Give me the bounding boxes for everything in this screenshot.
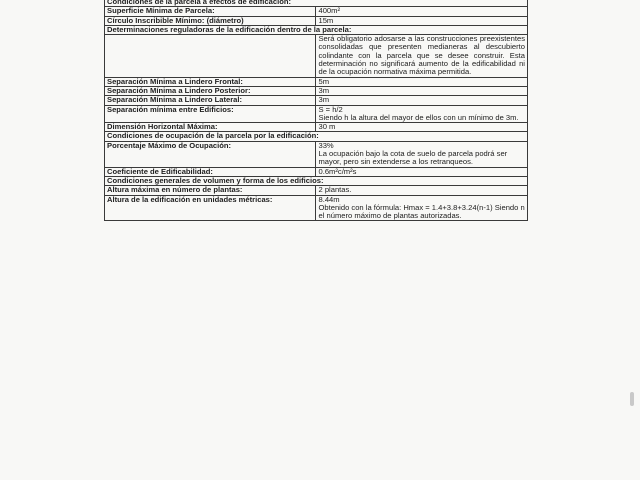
row-value: 3m: [316, 96, 528, 105]
row-value: 0.6m²c/m²s: [316, 167, 528, 176]
row-value: 400m²: [316, 7, 528, 16]
row-label: Altura máxima en número de plantas:: [105, 186, 316, 195]
row-value: 5m: [316, 77, 528, 86]
row-value: 2 plantas.: [316, 186, 528, 195]
table-row: [105, 167, 528, 176]
table-row: [105, 77, 528, 86]
table-row: [105, 123, 528, 132]
table-row: [105, 186, 528, 195]
section-header-volume-form-conditions: Condiciones generales de volumen y forma de los edificios:: [105, 176, 528, 185]
table-row: [105, 132, 528, 141]
scan-smudge: [630, 392, 634, 406]
table-row: [105, 35, 528, 77]
row-value: 30 m: [316, 123, 528, 132]
row-value: S = h/2 Siendo h la altura del mayor de ellos con un mínimo de 3m.: [316, 105, 528, 123]
urban-planning-conditions-table: [104, 0, 528, 221]
row-label: Círculo Inscribible Mínimo: (diámetro): [105, 16, 316, 25]
row-label: Coeficiente de Edificabilidad:: [105, 167, 316, 176]
row-value: 15m: [316, 16, 528, 25]
table-row: [105, 96, 528, 105]
row-value: Será obligatorio adosarse a las construcciones preexistentes consolidadas que presenten medianeras al descubierto colindante con la parcela que se desee construir. Esta determinación no significará aumento de la edificabilidad ni de la ocupación normativa máxima permitida.: [316, 35, 528, 77]
table-row: [105, 195, 528, 221]
row-value: 8.44m Obtenido con la fórmula: Hmax = 1.4+3.8+3.24(n-1) Siendo n el número máximo de plantas autorizadas.: [316, 195, 528, 221]
row-label: Separación Mínima a Lindero Frontal:: [105, 77, 316, 86]
table-row: [105, 105, 528, 123]
table-row: [105, 0, 528, 7]
section-header-occupation-conditions: Condiciones de ocupación de la parcela por la edificación:: [105, 132, 528, 141]
table-row: [105, 25, 528, 34]
section-header-regulatory-determinations: Determinaciones reguladoras de la edificación dentro de la parcela:: [105, 25, 528, 34]
row-label: Separación Mínima a Lindero Lateral:: [105, 96, 316, 105]
row-label: Dimensión Horizontal Máxima:: [105, 123, 316, 132]
row-label: Separación mínima entre Edificios:: [105, 105, 316, 123]
section-header-parcel-conditions: Condiciones de la parcela a efectos de edificación:: [105, 0, 528, 7]
table-row: [105, 16, 528, 25]
table-row: [105, 7, 528, 16]
table-row: [105, 176, 528, 185]
table-row: [105, 141, 528, 167]
row-label: Superficie Mínima de Parcela:: [105, 7, 316, 16]
row-value: 33% La ocupación bajo la cota de suelo de parcela podrá ser mayor, pero sin extenderse a los retranqueos.: [316, 141, 528, 167]
row-label: Separación Mínima a Lindero Posterior:: [105, 86, 316, 95]
table-row: [105, 86, 528, 95]
row-label: Altura de la edificación en unidades métricas:: [105, 195, 316, 221]
row-label: Porcentaje Máximo de Ocupación:: [105, 141, 316, 167]
row-value: 3m: [316, 86, 528, 95]
row-label: [105, 35, 316, 77]
